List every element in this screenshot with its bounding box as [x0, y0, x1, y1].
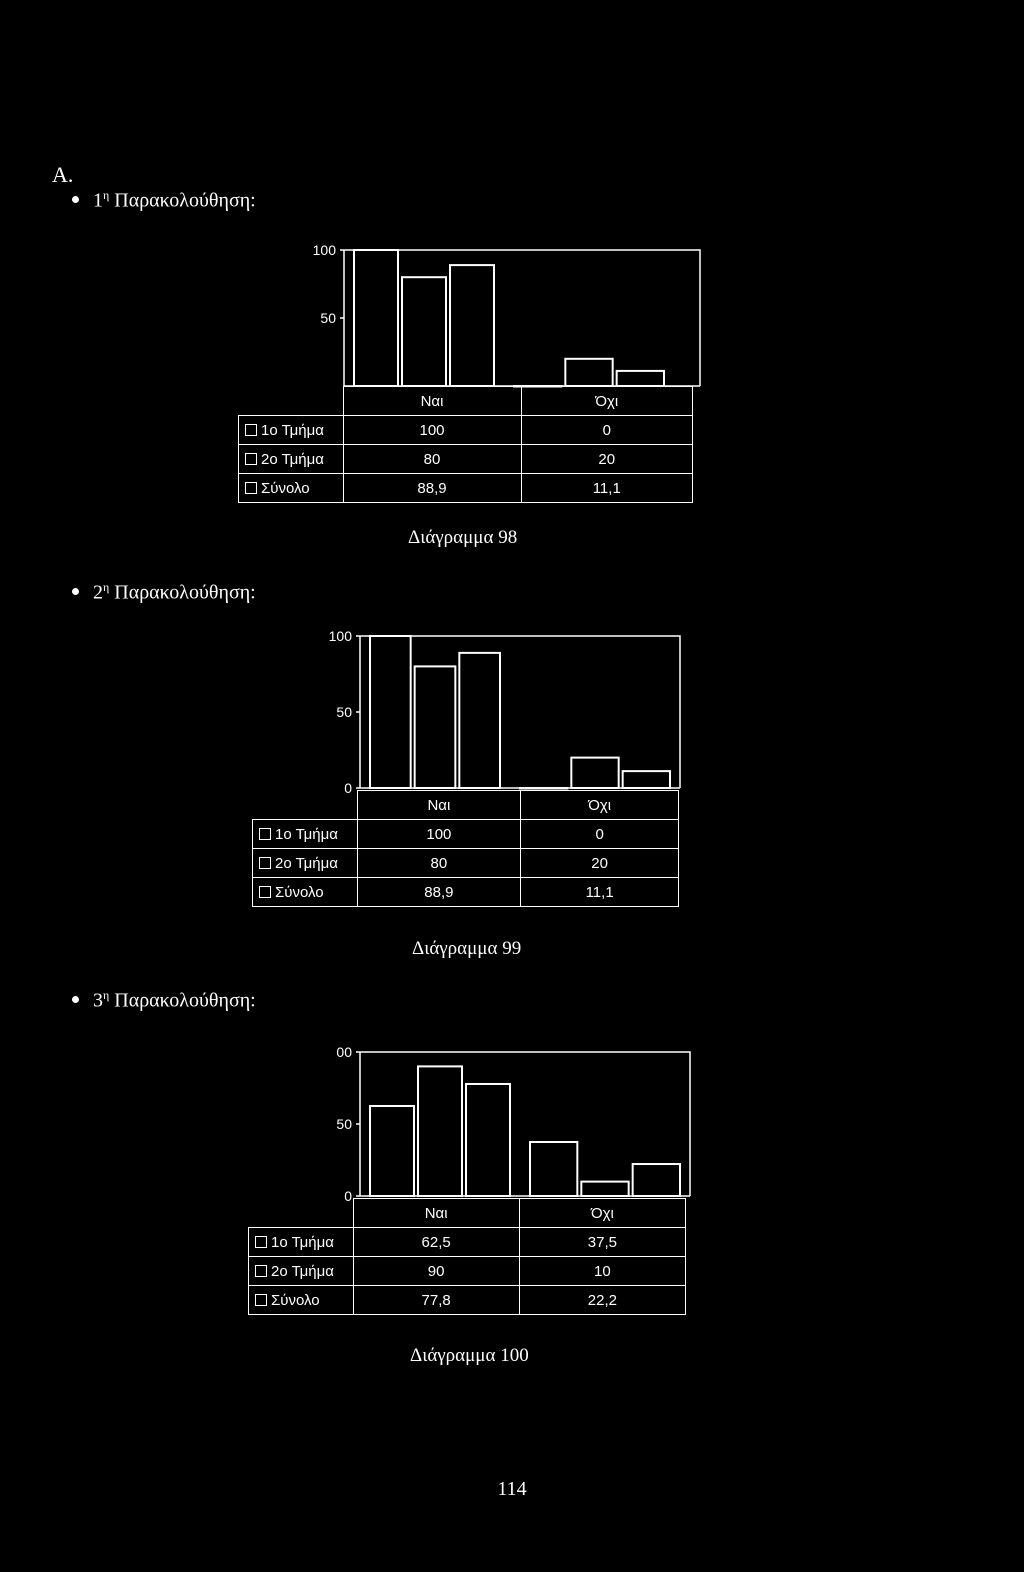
bar-3-1 — [466, 1084, 510, 1196]
bar-3-2 — [617, 371, 664, 386]
chart-svg — [310, 620, 690, 794]
table-row — [239, 445, 693, 474]
chart-svg — [300, 1036, 700, 1202]
bar-1-1 — [370, 636, 411, 788]
series-name: 1ο Τμήμα — [271, 1233, 334, 1251]
chart-svg — [300, 236, 710, 390]
table-corner — [249, 1199, 354, 1228]
bar-1-2 — [530, 1142, 577, 1196]
bar-2-2 — [565, 359, 612, 386]
observation-2-heading — [72, 580, 256, 605]
legend-entry — [249, 1286, 354, 1315]
data-table-99 — [252, 790, 679, 907]
table-cell-value: 37,5 — [519, 1228, 685, 1257]
series-name: 2ο Τμήμα — [275, 854, 338, 872]
figure-caption-99: Διάγραμμα 99 — [412, 938, 522, 959]
table-cell-value: 77,8 — [353, 1286, 519, 1315]
table-column-header: Ναι — [357, 791, 521, 820]
y-tick-label: 00 — [336, 1044, 352, 1060]
bar-3-1 — [450, 265, 494, 386]
table-cell-value: 11,1 — [521, 878, 679, 907]
series-name: 1ο Τμήμα — [275, 825, 338, 843]
series-name: Σύνολο — [271, 1291, 320, 1309]
bar-2-1 — [415, 666, 456, 788]
y-tick-label: 0 — [344, 780, 352, 796]
legend-entry — [253, 820, 358, 849]
series-name: 1ο Τμήμα — [261, 421, 324, 439]
series-name: Σύνολο — [261, 479, 310, 497]
series-name: Σύνολο — [275, 883, 324, 901]
legend-entry — [249, 1257, 354, 1286]
observation-label: $3^\eta$ Παρακολούθηση: — [93, 988, 256, 1012]
table-row — [253, 878, 679, 907]
table-cell-value: 90 — [353, 1257, 519, 1286]
y-tick-label: 0 — [344, 1188, 352, 1204]
table-column-header: Όχι — [521, 791, 679, 820]
legend-key-icon — [255, 1294, 267, 1306]
legend-entry — [239, 416, 344, 445]
series-name: 2ο Τμήμα — [271, 1262, 334, 1280]
bullet-icon — [72, 588, 79, 595]
table-row — [239, 474, 693, 503]
table-cell-value: 10 — [519, 1257, 685, 1286]
bar-1-2 — [520, 788, 567, 789]
legend-key-icon — [259, 886, 271, 898]
table-corner — [253, 791, 358, 820]
table-row — [253, 849, 679, 878]
y-tick-label: 50 — [320, 310, 336, 326]
legend-entry — [239, 445, 344, 474]
legend-key-icon — [245, 453, 257, 465]
section-letter: A. — [52, 162, 74, 187]
table-cell-value: 80 — [343, 445, 521, 474]
bar-chart-98 — [300, 236, 710, 390]
bar-1-1 — [370, 1106, 414, 1196]
table-row — [249, 1286, 686, 1315]
legend-key-icon — [245, 424, 257, 436]
observation-1-heading — [72, 188, 256, 213]
legend-entry — [249, 1228, 354, 1257]
observation-3-heading — [72, 988, 256, 1013]
table-column-header: Ναι — [343, 387, 521, 416]
bullet-icon — [72, 996, 79, 1003]
y-tick-label: 50 — [336, 1116, 352, 1132]
observation-label: $1^\eta$ Παρακολούθηση: — [93, 188, 256, 212]
table-cell-value: 0 — [521, 820, 679, 849]
bar-chart-99 — [310, 620, 690, 794]
bar-3-2 — [633, 1164, 680, 1196]
table-cell-value: 88,9 — [357, 878, 521, 907]
table-column-header: Όχι — [521, 387, 692, 416]
series-name: 2ο Τμήμα — [261, 450, 324, 468]
y-tick-label: 50 — [336, 704, 352, 720]
y-tick-label: 100 — [312, 242, 336, 258]
bar-2-2 — [581, 1182, 628, 1196]
page-number: 114 — [497, 1478, 527, 1500]
table-cell-value: 20 — [521, 849, 679, 878]
legend-key-icon — [259, 857, 271, 869]
figure-caption-100: Διάγραμμα 100 — [410, 1345, 529, 1366]
table-cell-value: 100 — [357, 820, 521, 849]
bar-3-1 — [459, 653, 500, 788]
bar-2-1 — [418, 1066, 462, 1196]
data-table-98 — [238, 386, 693, 503]
table-corner — [239, 387, 344, 416]
table-cell-value: 0 — [521, 416, 692, 445]
data-table-100 — [248, 1198, 686, 1315]
legend-entry — [239, 474, 344, 503]
table-row — [249, 1228, 686, 1257]
legend-key-icon — [255, 1236, 267, 1248]
table-row — [239, 416, 693, 445]
legend-entry — [253, 849, 358, 878]
legend-entry — [253, 878, 358, 907]
bar-2-2 — [571, 758, 618, 788]
table-column-header: Όχι — [519, 1199, 685, 1228]
table-row — [249, 1257, 686, 1286]
table-cell-value: 22,2 — [519, 1286, 685, 1315]
bullet-icon — [72, 196, 79, 203]
table-cell-value: 11,1 — [521, 474, 692, 503]
legend-key-icon — [245, 482, 257, 494]
bar-chart-100 — [300, 1036, 700, 1202]
legend-key-icon — [259, 828, 271, 840]
bar-1-1 — [354, 250, 398, 386]
bar-2-1 — [402, 277, 446, 386]
table-cell-value: 20 — [521, 445, 692, 474]
table-column-header: Ναι — [353, 1199, 519, 1228]
table-cell-value: 80 — [357, 849, 521, 878]
table-cell-value: 100 — [343, 416, 521, 445]
bar-3-2 — [623, 771, 670, 788]
observation-label: $2^\eta$ Παρακολούθηση: — [93, 580, 256, 604]
legend-key-icon — [255, 1265, 267, 1277]
y-tick-label: 100 — [328, 628, 352, 644]
figure-caption-98: Διάγραμμα 98 — [408, 527, 518, 548]
table-cell-value: 88,9 — [343, 474, 521, 503]
table-row — [253, 820, 679, 849]
table-cell-value: 62,5 — [353, 1228, 519, 1257]
